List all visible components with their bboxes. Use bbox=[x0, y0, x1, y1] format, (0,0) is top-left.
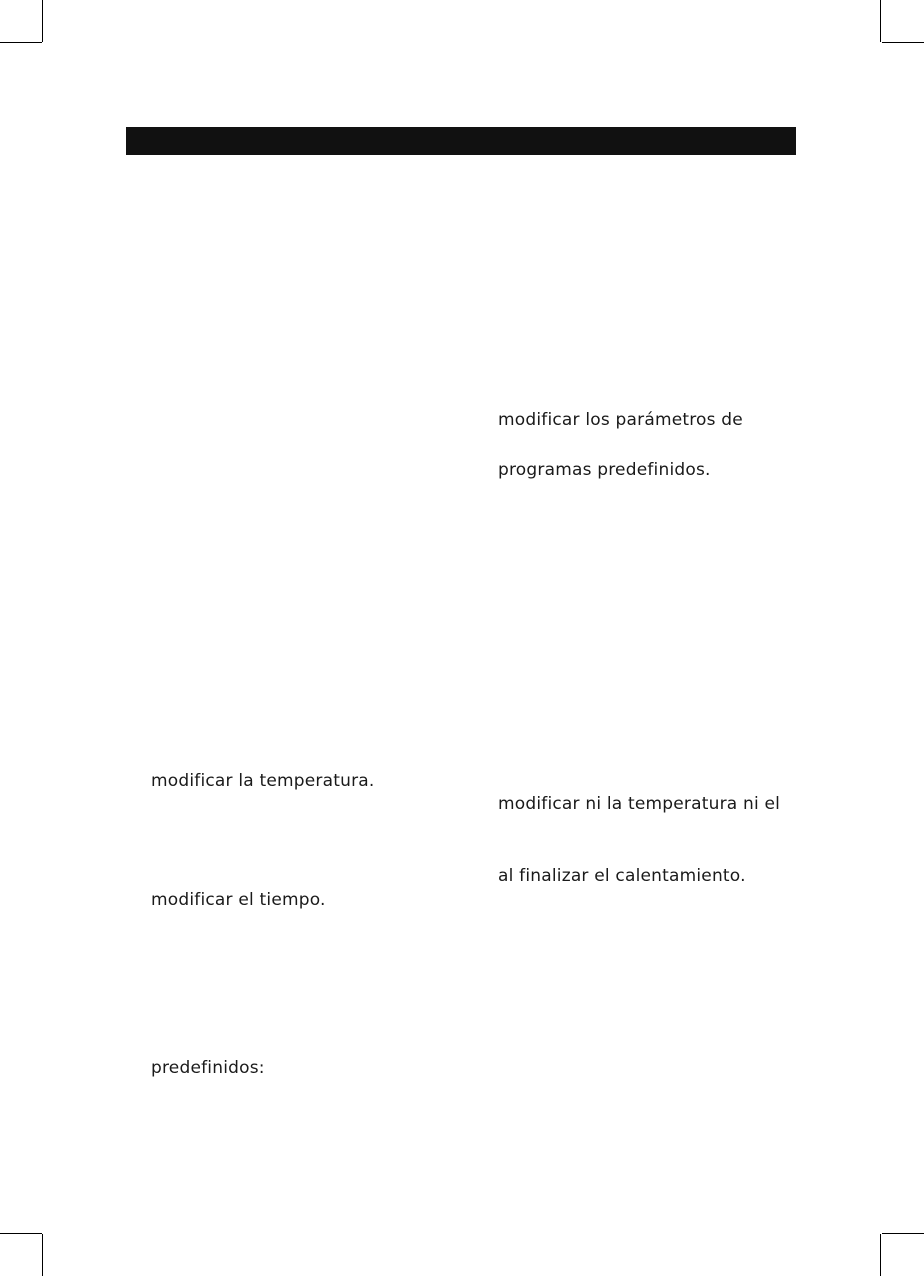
right-text-block2-line2: al finalizar el calentamiento. bbox=[498, 866, 746, 886]
crop-mark-bottom-right-horizontal bbox=[882, 1233, 924, 1234]
left-text-temperature: modificar la temperatura. bbox=[151, 771, 375, 791]
left-text-time: modificar el tiempo. bbox=[151, 890, 326, 910]
right-text-block2-line1: modificar ni la temperatura ni el bbox=[498, 794, 781, 814]
right-text-block1-line1: modificar los parámetros de bbox=[498, 410, 743, 430]
crop-mark-bottom-right-vertical bbox=[880, 1234, 881, 1276]
crop-mark-top-left-horizontal bbox=[0, 42, 42, 43]
header-bar bbox=[126, 127, 796, 155]
right-text-block1-line2: programas predefinidos. bbox=[498, 460, 711, 480]
crop-mark-bottom-left-vertical bbox=[42, 1234, 43, 1276]
crop-mark-bottom-left-horizontal bbox=[0, 1233, 42, 1234]
crop-mark-top-left-vertical bbox=[42, 0, 43, 42]
crop-mark-top-right-horizontal bbox=[882, 42, 924, 43]
left-text-predefined: predefinidos: bbox=[151, 1058, 265, 1078]
crop-mark-top-right-vertical bbox=[880, 0, 881, 42]
